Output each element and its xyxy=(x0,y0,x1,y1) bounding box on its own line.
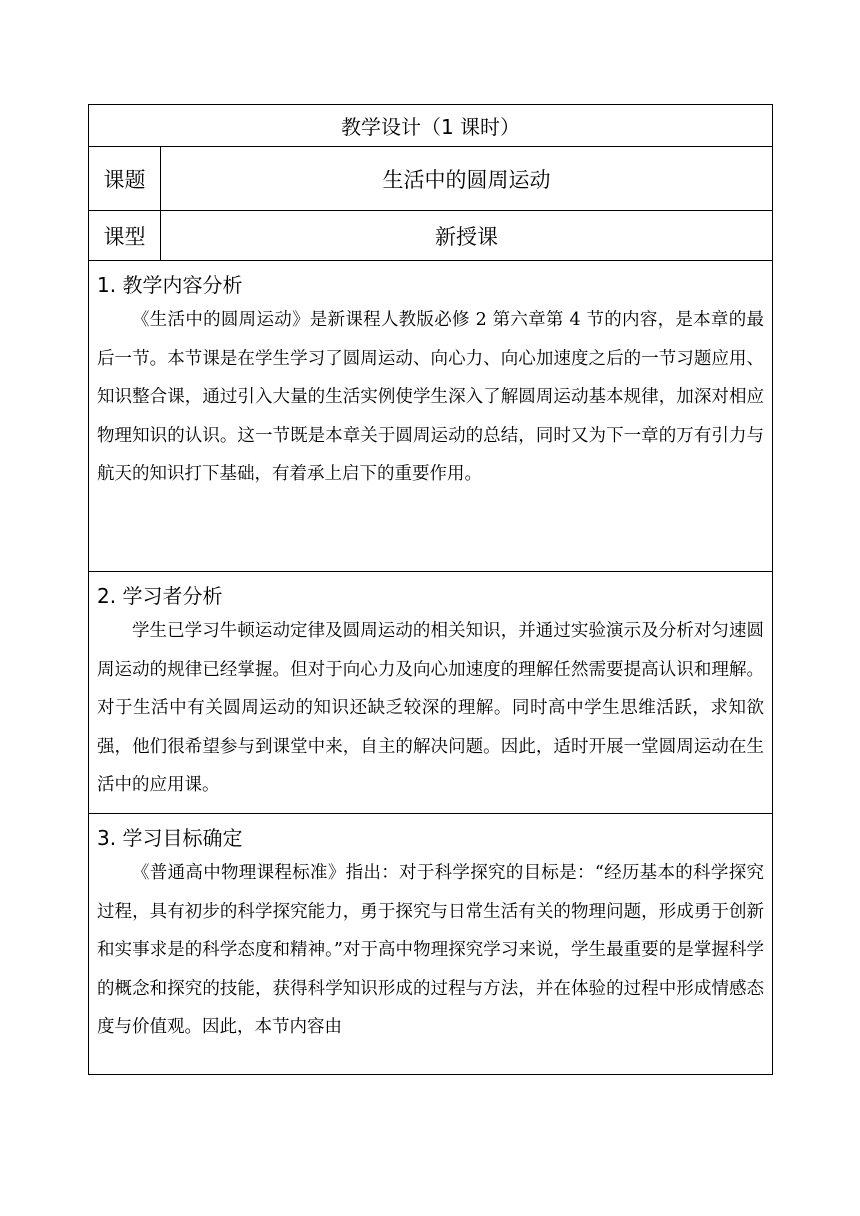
section-content-analysis xyxy=(89,261,772,572)
type-row xyxy=(89,211,772,261)
topic-row xyxy=(89,147,772,211)
section-heading: 1. 教学内容分析 xyxy=(97,273,243,297)
section-heading: 3. 学习目标确定 xyxy=(97,826,243,850)
lesson-design-table xyxy=(88,104,773,1075)
section-heading: 2. 学习者分析 xyxy=(97,584,223,608)
topic-value: 生活中的圆周运动 xyxy=(382,167,551,192)
table-title: 教学设计（1 课时） xyxy=(89,105,772,147)
topic-label: 课题 xyxy=(89,147,161,210)
section-body: 学生已学习牛顿运动定律及圆周运动的相关知识，并通过实验演示及分析对匀速圆周运动的规律已经掌握。但对于向心力及向心加速度的理解任然需要提高认识和理解。对于生活中有关圆周运动的知识还缺乏较深的理解。同时高中学生思维活跃，求知欲强，他们很希望参与到课堂中来，自主的解决问题。因此，适时开展一堂圆周运动在生活中的应用课。 xyxy=(97,621,764,795)
section-body: 《普通高中物理课程标准》指出：对于科学探究的目标是：“经历基本的科学探究过程，具有初步的科学探究能力，勇于探究与日常生活有关的物理问题，形成勇于创新和实事求是的科学态度和精神。”对于高中物理探究学习来说，学生最重要的是掌握科学的概念和探究的技能，获得科学知识形成的过程与方法，并在体验的过程中形成情感态度与价值观。因此，本节内容由 xyxy=(97,863,764,1037)
type-label: 课型 xyxy=(89,211,161,260)
section-learner-analysis xyxy=(89,572,772,814)
type-value: 新授课 xyxy=(435,224,498,249)
section-body: 《生活中的圆周运动》是新课程人教版必修 2 第六章第 4 节的内容，是本章的最后一节。本节课是在学生学习了圆周运动、向心力、向心加速度之后的一节习题应用、知识整合课，通过引入大量的生活实例使学生深入了解圆周运动基本规律，加深对相应物理知识的认识。这一节既是本章关于圆周运动的总结，同时又为下一章的万有引力与航天的知识打下基础，有着承上启下的重要作用。 xyxy=(97,310,764,484)
section-learning-objectives xyxy=(89,814,772,1074)
